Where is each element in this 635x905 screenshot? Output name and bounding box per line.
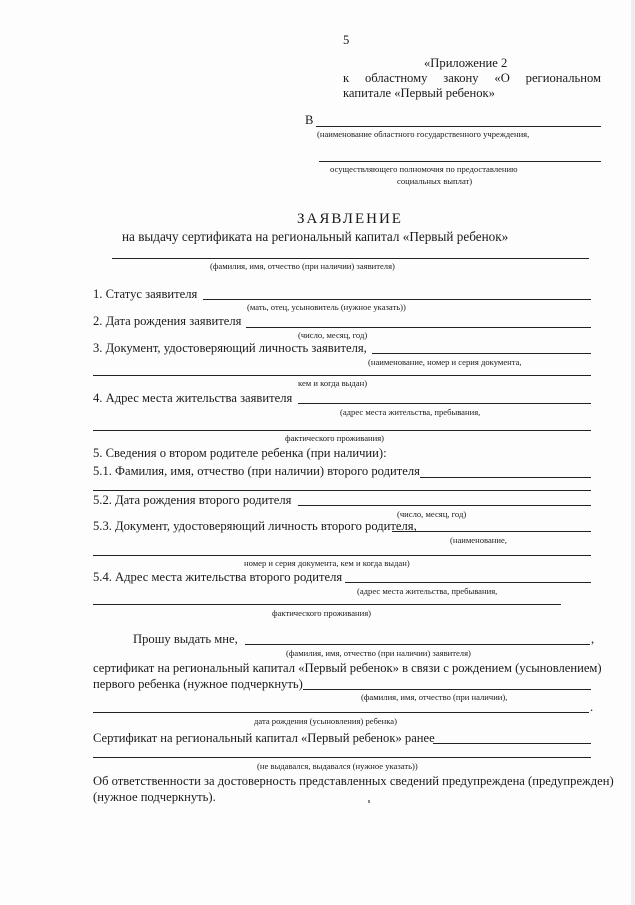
address-hint-2: фактического проживания) — [285, 433, 385, 443]
document-label: 3. Документ, удостоверяющий личность заявителя, — [93, 341, 367, 355]
status-line — [203, 299, 591, 300]
addressee-hint-2: осуществляющего полномочия по предоставлению — [330, 164, 518, 174]
applicant-name-hint: (фамилия, имя, отчество (при наличии) заявителя) — [210, 261, 395, 271]
child-birth-line — [93, 712, 589, 713]
addressee-prefix: В — [305, 113, 314, 127]
second-parent-document-hint-2: номер и серия документа, кем и когда выдан) — [244, 558, 410, 568]
second-parent-birth-line — [298, 505, 591, 506]
child-birth-hint: дата рождения (усыновления) ребенка) — [254, 716, 397, 726]
request-text-line-1: сертификат на региональный капитал «Первый ребенок» в связи с рождением (усыновлением) — [93, 661, 602, 675]
addressee-line-1 — [316, 126, 601, 127]
birth-label: 2. Дата рождения заявителя — [93, 314, 242, 328]
birth-line — [246, 327, 591, 328]
certificate-line-2 — [93, 757, 591, 758]
second-parent-document-label: 5.3. Документ, удостоверяющий личность второго родителя, — [93, 519, 417, 533]
address-line-2 — [93, 430, 591, 431]
second-parent-heading: 5. Сведения о втором родителе ребенка (при наличии): — [93, 446, 387, 460]
child-name-line — [303, 689, 591, 690]
document-hint-1: (наименование, номер и серия документа, — [368, 357, 522, 367]
certificate-line-1 — [433, 743, 591, 744]
applicant-name-line — [112, 258, 589, 259]
request-name-line — [245, 644, 590, 645]
second-parent-birth-label: 5.2. Дата рождения второго родителя — [93, 493, 292, 507]
addressee-line-2 — [319, 161, 601, 162]
second-parent-address-line-2 — [93, 604, 561, 605]
second-parent-name-label: 5.1. Фамилия, имя, отчество (при наличии) второго родителя — [93, 464, 420, 478]
status-label: 1. Статус заявителя — [93, 287, 198, 301]
second-parent-document-hint-1: (наименование, — [450, 535, 507, 545]
addressee-hint-3: социальных выплат) — [397, 176, 473, 186]
second-parent-address-hint-2: фактического проживания) — [272, 608, 372, 618]
status-hint: (мать, отец, усыновитель (нужное указать)) — [247, 302, 406, 312]
child-name-hint: (фамилия, имя, отчество (при наличии), — [361, 692, 508, 702]
scan-edge — [631, 0, 635, 905]
scan-speck — [368, 800, 370, 803]
appendix-line-3: капитале «Первый ребенок» — [343, 86, 495, 100]
second-parent-name-line-2 — [93, 490, 591, 491]
request-text-line-2: первого ребенка (нужное подчеркнуть) — [93, 677, 303, 691]
certificate-label: Сертификат на региональный капитал «Первый ребенок» ранее — [93, 731, 435, 745]
second-parent-document-line-1 — [392, 531, 591, 532]
certificate-hint: (не выдавался, выдавался (нужное указать)) — [257, 761, 418, 771]
second-parent-name-line-1 — [420, 477, 591, 478]
document-subtitle: на выдачу сертификата на региональный капитал «Первый ребенок» — [122, 229, 509, 244]
appendix-line-1: «Приложение 2 — [424, 56, 508, 70]
child-birth-dot: . — [590, 700, 594, 714]
addressee-hint-1: (наименование областного государственного учреждения, — [317, 129, 530, 139]
second-parent-document-line-2 — [93, 555, 591, 556]
appendix-line-2: к областному закону «О региональном — [343, 71, 601, 85]
document-line-1 — [372, 353, 591, 354]
birth-hint: (число, месяц, год) — [298, 330, 368, 340]
page-number: 5 — [343, 33, 350, 47]
second-parent-birth-hint: (число, месяц, год) — [397, 509, 467, 519]
request-name-hint: (фамилия, имя, отчество (при наличии) заявителя) — [286, 648, 471, 658]
second-parent-address-hint-1: (адрес места жительства, пребывания, — [357, 586, 498, 596]
responsibility-line-2: (нужное подчеркнуть). — [93, 790, 216, 804]
document-title: ЗАЯВЛЕНИЕ — [297, 211, 403, 227]
address-hint-1: (адрес места жительства, пребывания, — [340, 407, 481, 417]
document-hint-2: кем и когда выдан) — [298, 378, 368, 388]
second-parent-address-line-1 — [345, 582, 591, 583]
second-parent-address-label: 5.4. Адрес места жительства второго родителя — [93, 570, 343, 584]
responsibility-line-1: Об ответственности за достоверность представленных сведений предупреждена (предупрежден) — [93, 774, 614, 788]
request-prefix: Прошу выдать мне, — [133, 632, 238, 646]
address-line-1 — [298, 403, 591, 404]
request-comma: , — [591, 632, 595, 646]
document-line-2 — [93, 375, 591, 376]
address-label: 4. Адрес места жительства заявителя — [93, 391, 293, 405]
